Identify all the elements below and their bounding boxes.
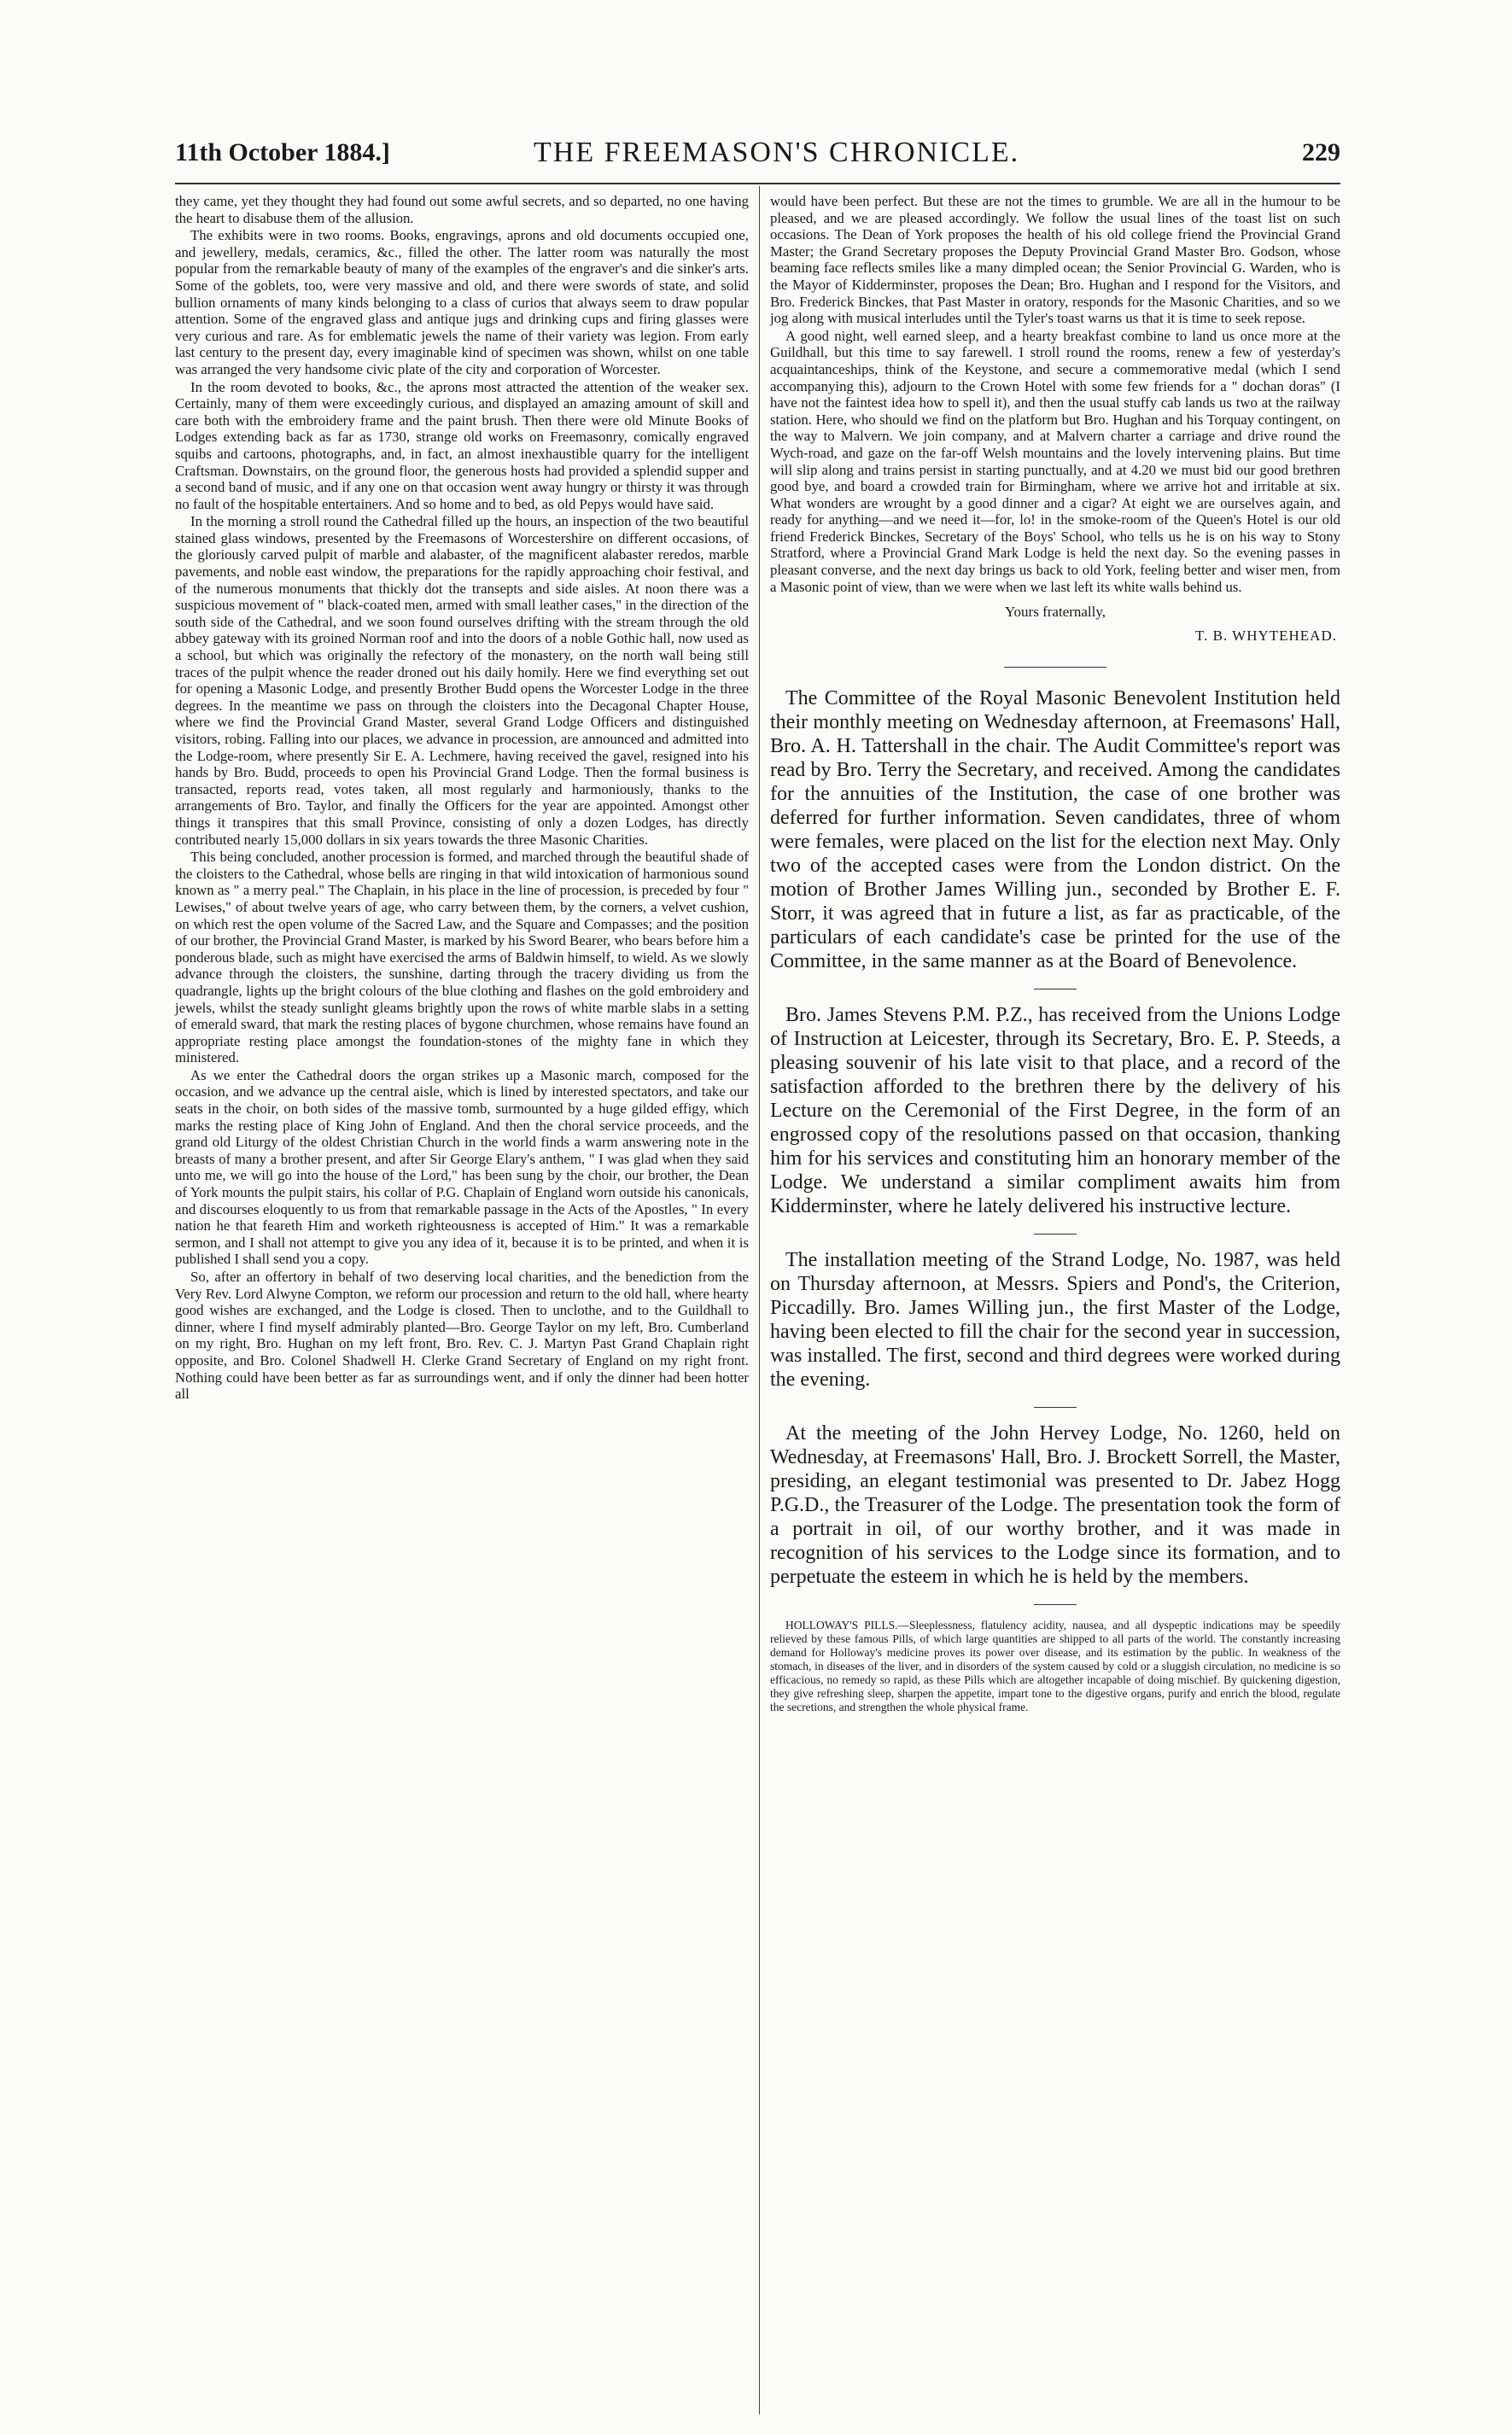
column-separator — [759, 186, 760, 2414]
article-paragraph: So, after an offertory in behalf of two deserving local charities, and the benediction from the Very Rev. Lord Alwyne Compton, we reform our procession and return to the old hall, where hearty good wishes are exchanged, and the Lodge is closed. Then to unclothe, and to the Guildhall to dinner, where I find myself admirably planted—Bro. George Taylor on my left, Bro. Cumberland on my right, Bro. Hughan on my left front, Bro. Rev. C. J. Martyn Past Grand Chaplain right opposite, and Bro. Colonel Shadwell H. Clerke Grand Secretary of England on my right front. Nothing could have been better as far as surroundings went, and if only the dinner had been hotter all — [175, 1269, 749, 1403]
letter-paragraph: A good night, well earned sleep, and a hearty breakfast combine to land us once more at the Guildhall, but this time to say farewell. I stroll round the rooms, renew a few of yesterday's acquaintanceships, think of the Keystone, and secure a commemorative medal (which I send accompanying this), adjourn to the Crown Hotel with some few friends for a " dochan doras" (I have not the faintest idea how to spell it), and then the usual stuffy cab lands us two at the railway station. Here, who should we find on the platform but Bro. Hughan and his Torquay contingent, on the way to Malvern. We join company, and at Malvern charter a carriage and drive round the Wych-road, and gaze on the far-off Welsh mountains and the lovely intervening plains. But time will slip along and trains persist in starting punctually, and at 4.20 we must bid our good brethren good bye, and board a crowded train for Birmingham, where we arrive hot and irritable at six. What wonders are wrought by a good dinner and a cigar? At eight we are ourselves again, and ready for anything—and we need it—for, lo! in the smoke-room of the Queen's Hotel is our old friend Frederick Binckes, Secretary of the Boys' School, who tells us he is on his way to Stony Stratford, where a Provincial Grand Mark Lodge is held the next day. So the evening passes in pleasant converse, and the next day brings us back to old York, feeling better and wiser men, from a Masonic point of view, than we were when we last left its white walls behind us. — [770, 327, 1340, 595]
letter-signoff: Yours fraternally, — [1004, 604, 1106, 621]
letter-signature: T. B. WHYTEHEAD. — [1195, 627, 1337, 645]
page-header — [175, 128, 1340, 179]
letter-paragraph: would have been perfect. But these are not the times to grumble. We are all in the humour to be pleased, and we are pleased accordingly. We follow the usual lines of the toast list on such occasions. The Dean of York proposes the health of his old college friend the Provincial Grand Master; the Grand Secretary proposes the Deputy Provincial Grand Master Bro. Godson, whose beaming face reflects smiles like a many dimpled ocean; the Senior Provincial G. Warden, who is the Mayor of Kidderminster, proposes the Dean; Bro. Hughan and I respond for the Visitors, and Bro. Frederick Binckes, that Past Master in oratory, responds for the Masonic Charities, and so we jog along with musical interludes until the Tyler's toast warns us that it is time to seek repose. — [770, 193, 1340, 327]
issue-date: 11th October 1884.] — [175, 138, 390, 166]
header-rule — [175, 183, 1340, 184]
news-item: At the meeting of the John Hervey Lodge, No. 1260, held on Wednesday, at Freemasons' Hall, Bro. J. Brockett Sorrell, the Master, presiding, an elegant testimonial was presented to Dr. Jabez Hogg P.G.D., the Treasurer of the Lodge. The presentation took the form of a portrait in oil, of our worthy brother, and it was made in recognition of his services to the Lodge since its formation, and to perpetuate the esteem in which he is held by the members. — [770, 1422, 1340, 1589]
news-item: The Committee of the Royal Masonic Benevolent Institution held their monthly meeting on Wednesday afternoon, at Freemasons' Hall, Bro. A. H. Tattershall in the chair. The Audit Committee's report was read by Bro. Terry the Secretary, and received. Among the candidates for the annuities of the Institution, the case of one brother was deferred for further information. Seven candidates, three of whom were females, were placed on the list for the election next May. Only two of the accepted cases were from the London district. On the motion of Brother James Willing jun., seconded by Brother E. F. Storr, it was agreed that in future a list, as far as practicable, of the particulars of each candidate's case be printed for the use of the Committee, in the same manner as at the Board of Benevolence. — [770, 687, 1340, 973]
letter-continuation — [770, 193, 1340, 645]
article-paragraph: they came, yet they thought they had found out some awful secrets, and so departed, no one having the heart to disabuse them of the allusion. — [175, 193, 749, 226]
news-item: Bro. James Stevens P.M. P.Z., has received from the Unions Lodge of Instruction at Leicester, through its Secretary, Bro. E. P. Steeds, a pleasing souvenir of his late visit to that place, and a record of the satisfaction afforded to the brethren there by the delivery of his Lecture on the Ceremonial of the First Degree, in the form of an engrossed copy of the resolutions passed on that occasion, thanking him for his services and constituting him an honorary member of the Lodge. We understand a similar compliment awaits him from Kidderminster, where he lately delivered his instructive lecture. — [770, 1004, 1340, 1218]
article-paragraph: As we enter the Cathedral doors the organ strikes up a Masonic march, composed for the occasion, and we advance up the central aisle, which is lined by interested spectators, and take our seats in the choir, on both sides of the massive tomb, surmounted by a huge gilded effigy, which marks the resting place of King John of England. And then the choral service proceeds, and the grand old Liturgy of the oldest Christian Church in the world finds a warm answering note in the breasts of many a brother present, and after Sir George Elary's anthem, " I was glad when they said unto me, we will go into the house of the Lord," has been sung by the choir, our brother, the Dean of York mounts the pulpit stairs, his collar of P.G. Chaplain of England worn outside his canonicals, and discourses eloquently to us from that remarkable passage in the Acts of the Apostles, " In every nation he that feareth Him and worketh righteousness is accepted of Him." It was a remarkable sermon, and I shall not attempt to give you any idea of it, because it is to be printed, and when it is published I shall send you a copy. — [175, 1066, 749, 1268]
holloway-advertisement — [770, 1619, 1340, 1714]
section-divider — [1004, 667, 1106, 668]
advert-text: HOLLOWAY'S PILLS.—Sleeplessness, flatulency acidity, nausea, and all dyspeptic indications may be speedily relieved by these famous Pills, of which large quantities are shipped to all parts of the world. The constantly increasing demand for Holloway's medicine proves its power over disease, and its estimation by the public. In weakness of the stomach, in diseases of the liver, and in disorders of the system caused by cold or a sluggish circulation, no medicine is so efficacious, no remedy so rapid, as these Pills which are altogether incapable of doing mischief. By quickening digestion, they give refreshing sleep, sharpen the appetite, impart tone to the digestive organs, purify and enrich the blood, regulate the secretions, and strengthen the whole physical frame. — [770, 1619, 1340, 1714]
page-number: 229 — [1302, 138, 1340, 166]
item-divider — [1034, 1407, 1077, 1408]
news-items — [770, 686, 1340, 1589]
article-paragraph: In the morning a stroll round the Cathedral filled up the hours, an inspection of the two beautiful stained glass windows, presented by the Freemasons of Worcestershire on different occasions, of the gloriously carved pulpit of marble and alabaster, of the magnificent alabaster reredos, marble pavements, and noble east window, the preparations for the rapidly approaching choir festival, and of the numerous monuments that thickly dot the transepts and side aisles. At noon there was a suspicious movement of " black-coated men, armed with small leather cases," in the direction of the south side of the Cathedral, and we soon found ourselves drifting with the stream through the old abbey gateway with its groined Norman roof and into the doors of a noble Gothic hall, now used as a school, but which was originally the refectory of the monastery, on the north wall being still traces of the pulpit whence the reader droned out his daily homily. Here we find everything set out for opening a Masonic Lodge, and presently Brother Budd opens the Worcester Lodge in the three degrees. In the meantime we pass on through the cloisters into the Decagonal Chapter House, where we find the Provincial Grand Master, several Grand Lodge Officers and distinguished visitors, robing. Falling into our places, we advance in procession, are announced and admitted into the Lodge-room, where presently Sir E. A. Lechmere, having received the gavel, resigned into his hands by Bro. Budd, proceeds to open his Provincial Grand Lodge. Then the formal business is transacted, reports read, votes taken, all most regularly and harmoniously, thanks to the arrangements of Bro. Taylor, and finally the Officers for the year are appointed. Amongst other things it transpires that this small Province, consisting of only a dozen Lodges, has directly contributed nearly 15,000 dollars in six years towards the three Masonic Charities. — [175, 513, 749, 848]
article-paragraph: This being concluded, another procession is formed, and marched through the beautiful shade of the cloisters to the Cathedral, whose bells are ringing in that wild intoxication of harmonious sound known as " a merry peal." The Chaplain, in his place in the line of procession, is preceded by four " Lewises," of about twelve years of age, who carry between them, by the corners, a velvet cushion, on which rest the open volume of the Sacred Law, and the Square and Compasses; and the position of our brother, the Provincial Grand Master, is marked by his Sword Bearer, who bears before him a ponderous blade, such as might have exercised the arms of Baldwin himself, to wield. As we slowly advance through the cloisters, the sunshine, darting through the tracery dividing us from the quadrangle, lights up the bright colours of the blue clothing and flashes on the gold embroidery and jewels, whilst the steady sunlight gleams brightly upon the rows of white marble slabs in a setting of emerald sward, that mark the resting places of bygone churchmen, whose remains have found an appropriate resting place amongst the foundation-stones of the mighty fane in which they ministered. — [175, 849, 749, 1066]
article-paragraph: In the room devoted to books, &c., the aprons most attracted the attention of the weaker sex. Certainly, many of them were exceedingly curious, and displayed an amazing amount of skill and care both with the embroidery frame and the paint brush. Then there were old Minute Books of Lodges extending back as far as 1730, strange old works on Freemasonry, comically engraved squibs and cartoons, photographs, and, in fact, an almost inexhaustible quarry for the intelligent Craftsman. Downstairs, on the ground floor, the generous hosts had provided a splendid supper and a second band of music, and if any one on that occasion went away hungry or thirsty it was through no fault of the hospitable entertainers. And so home and to bed, as old Pepys would have said. — [175, 378, 749, 512]
publication-title: THE FREEMASON'S CHRONICLE. — [534, 137, 1020, 168]
left-column — [175, 193, 749, 1404]
advert-divider — [1034, 1604, 1077, 1605]
right-column — [770, 193, 1340, 1714]
item-divider — [1034, 1234, 1077, 1235]
news-item: The installation meeting of the Strand Lodge, No. 1987, was held on Thursday afternoon, at Messrs. Spiers and Pond's, the Criterion, Piccadilly. Bro. James Willing jun., the first Master of the Lodge, having been elected to fill the chair for the second year in succession, was installed. The first, second and third degrees were worked during the evening. — [770, 1249, 1340, 1392]
article-paragraph: The exhibits were in two rooms. Books, engravings, aprons and old documents occupied one, and jewellery, medals, ceramics, &c., filled the other. The latter room was naturally the most popular from the remarkable beauty of many of the examples of the engraver's and die sinker's arts. Some of the goblets, too, were very massive and old, and there were swords of state, and solid bullion ornaments of many kinds belonging to a class of curios that always seem to draw popular attention. Some of the engraved glass and antique jugs and drinking cups and firing glasses were very curious and rare. As for emblematic jewels the name of their variety was legion. From early last century to the present day, every imaginable kind of specimen was shown, whilst on one table was arranged the very handsome civic plate of the city and corporation of Worcester. — [175, 227, 749, 377]
